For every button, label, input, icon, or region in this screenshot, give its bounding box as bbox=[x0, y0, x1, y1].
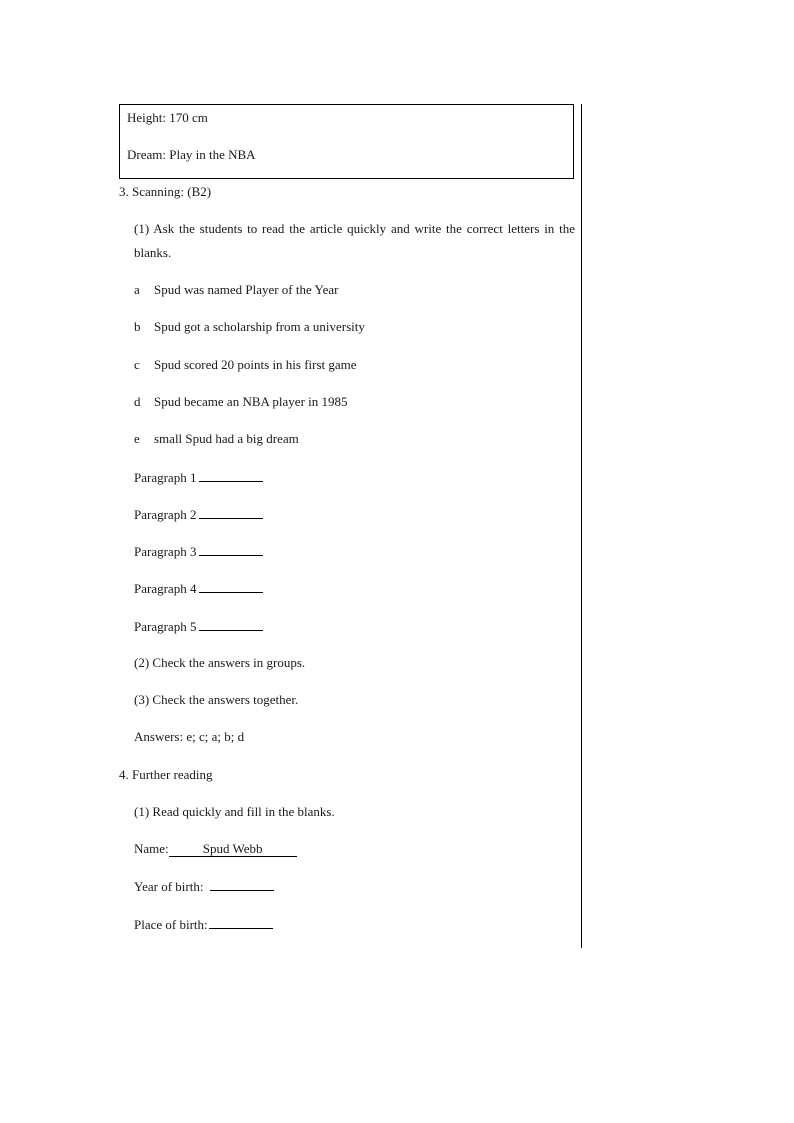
paragraph-blank-row bbox=[134, 580, 263, 597]
item-text: Spud was named Player of the Year bbox=[154, 282, 339, 297]
section4-step1: (1) Read quickly and fill in the blanks. bbox=[134, 804, 335, 819]
list-item bbox=[134, 394, 348, 410]
answer-blank[interactable] bbox=[199, 469, 263, 482]
year-blank[interactable] bbox=[210, 878, 274, 891]
name-value: Spud Webb bbox=[169, 842, 297, 857]
dream-line: Dream: Play in the NBA bbox=[127, 147, 256, 162]
paragraph-label: Paragraph 4 bbox=[134, 581, 197, 596]
answer-blank[interactable] bbox=[199, 506, 263, 519]
list-item bbox=[134, 319, 365, 335]
right-margin-rule bbox=[581, 104, 582, 948]
place-row bbox=[134, 916, 273, 933]
paragraph-label: Paragraph 3 bbox=[134, 544, 197, 559]
section3-step1: (1) Ask the students to read the article quickly and write the correct letters in the blanks. bbox=[134, 221, 575, 260]
name-row bbox=[134, 841, 297, 857]
section3-answers: Answers: e; c; a; b; d bbox=[134, 729, 245, 744]
answer-blank[interactable] bbox=[199, 543, 263, 556]
item-letter: a bbox=[134, 282, 140, 297]
section4-heading: 4. Further reading bbox=[119, 767, 213, 782]
item-letter: b bbox=[134, 319, 141, 334]
item-text: Spud scored 20 points in his first game bbox=[154, 357, 357, 372]
paragraph-blank-row bbox=[134, 469, 263, 486]
answer-blank[interactable] bbox=[199, 580, 263, 593]
year-label: Year of birth: bbox=[134, 879, 207, 894]
list-item bbox=[134, 431, 299, 447]
place-blank[interactable] bbox=[209, 916, 273, 929]
section3-heading: 3. Scanning: (B2) bbox=[119, 184, 212, 199]
height-line: Height: 170 cm bbox=[127, 110, 208, 125]
place-label: Place of birth: bbox=[134, 917, 208, 932]
answer-blank[interactable] bbox=[199, 618, 263, 631]
paragraph-label: Paragraph 2 bbox=[134, 507, 197, 522]
item-letter: c bbox=[134, 357, 140, 372]
section3-step2: (2) Check the answers in groups. bbox=[134, 655, 306, 670]
item-text: small Spud had a big dream bbox=[154, 431, 299, 446]
paragraph-blank-row bbox=[134, 543, 263, 560]
paragraph-label: Paragraph 1 bbox=[134, 470, 197, 485]
name-label: Name: bbox=[134, 841, 169, 856]
item-letter: d bbox=[134, 394, 141, 409]
paragraph-blank-row bbox=[134, 618, 263, 635]
list-item bbox=[134, 282, 339, 298]
paragraph-blank-row bbox=[134, 506, 263, 523]
item-letter: e bbox=[134, 431, 140, 446]
list-item bbox=[134, 357, 357, 373]
section3-step3: (3) Check the answers together. bbox=[134, 692, 299, 707]
item-text: Spud got a scholarship from a university bbox=[154, 319, 365, 334]
year-row bbox=[134, 878, 274, 895]
item-text: Spud became an NBA player in 1985 bbox=[154, 394, 348, 409]
paragraph-label: Paragraph 5 bbox=[134, 619, 197, 634]
profile-info-box bbox=[119, 104, 574, 179]
